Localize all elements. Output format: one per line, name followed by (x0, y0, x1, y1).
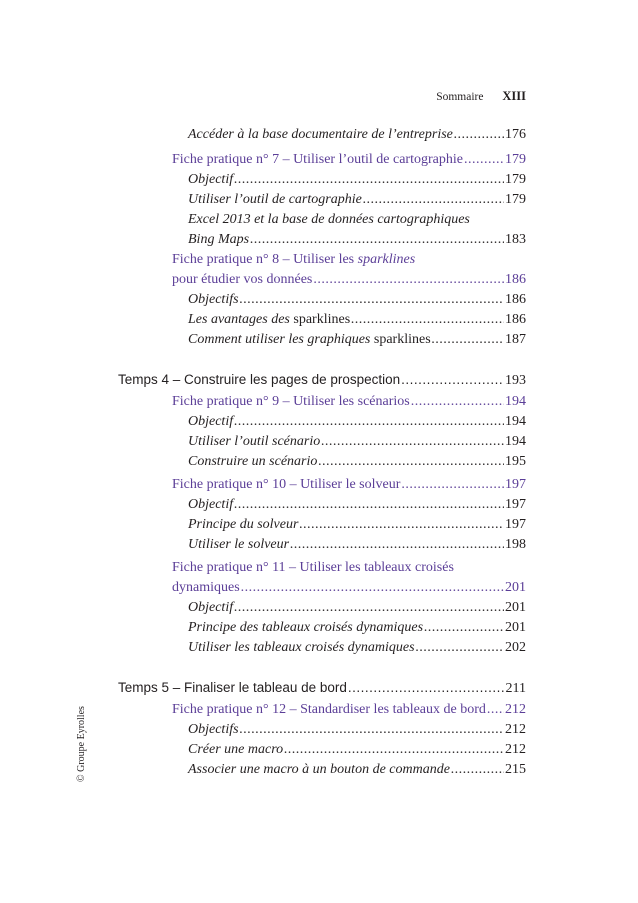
entry-title: Utiliser l’outil scénario (188, 434, 321, 449)
entry-text (172, 392, 410, 412)
toc-subentry (188, 170, 526, 190)
entry-text (188, 432, 320, 452)
entry-text (188, 720, 239, 740)
dot-leader (351, 310, 504, 330)
entry-text (188, 535, 289, 555)
entry-page-number: 201 (505, 620, 526, 635)
toc-subentry (188, 190, 526, 210)
dot-leader (240, 290, 504, 310)
entry-text (188, 310, 350, 330)
entry-page-number: 215 (505, 762, 526, 777)
dot-leader (424, 618, 504, 638)
entry-title: Bing Maps (188, 232, 250, 247)
entry-page-number: 183 (505, 232, 526, 247)
page-number: XIII (502, 89, 526, 103)
entry-title: Principe du solveur (188, 517, 299, 532)
entry-page-number: 197 (505, 517, 526, 532)
entry-title: Fiche pratique n° 7 – Utiliser l’outil de cartographie (172, 152, 463, 167)
entry-text (188, 740, 283, 760)
entry-page-number: 186 (505, 272, 526, 287)
entry-text (188, 330, 431, 350)
entry-title: Objectif (188, 600, 234, 615)
dot-leader (487, 700, 504, 720)
entry-page-number: 212 (505, 742, 526, 757)
toc-subentry (188, 230, 526, 250)
entry-page-number: 198 (505, 537, 526, 552)
entry-title: Objectif (188, 414, 234, 429)
section-title: Sommaire (436, 91, 484, 103)
toc-subentry (188, 290, 526, 310)
entry-title-upright: sparklines (289, 312, 351, 327)
entry-text (188, 598, 233, 618)
toc-subentry (188, 598, 526, 618)
entry-title: Utiliser l’outil de cartographie (188, 192, 362, 207)
entry-page-number: 211 (505, 681, 526, 696)
entry-title: pour étudier vos données (172, 272, 313, 287)
toc-fiche-entry (172, 150, 526, 170)
dot-leader (313, 270, 504, 290)
dot-leader (401, 475, 504, 495)
dot-leader (464, 150, 504, 170)
entry-page-number: 212 (505, 722, 526, 737)
entry-text (172, 700, 486, 720)
toc-subentry (188, 760, 526, 780)
toc-fiche-entry (172, 392, 526, 412)
toc-subentry (188, 330, 526, 350)
entry-text: Fiche pratique n° 11 – Utiliser les tableaux croisés (172, 560, 454, 575)
entry-text (188, 170, 233, 190)
toc-subentry (188, 310, 526, 330)
entry-text (188, 618, 423, 638)
toc-subentry (188, 638, 526, 658)
dot-leader (451, 760, 504, 780)
copyright-note: © Groupe Eyrolles (76, 706, 87, 782)
toc-part-entry (118, 678, 526, 699)
toc-part-entry (118, 370, 526, 391)
entry-text (188, 125, 453, 145)
entry-text (172, 150, 463, 170)
toc-subentry (188, 432, 526, 452)
entry-text (172, 475, 400, 495)
entry-page-number: 179 (505, 172, 526, 187)
entry-title: Principe des tableaux croisés dynamiques (188, 620, 424, 635)
entry-title: Utiliser le solveur (188, 537, 290, 552)
dot-leader (234, 598, 504, 618)
entry-title: dynamiques (172, 580, 240, 595)
entry-page-number: 194 (505, 414, 526, 429)
toc-subentry (188, 618, 526, 638)
running-head (0, 89, 526, 104)
dot-leader (234, 412, 504, 432)
dot-leader (432, 330, 504, 350)
entry-text (172, 270, 312, 290)
dot-leader (348, 678, 505, 698)
dot-leader (318, 452, 504, 472)
dot-leader (234, 495, 504, 515)
toc-entry-first-line (188, 210, 470, 230)
entry-text (188, 452, 317, 472)
entry-text (188, 290, 239, 310)
entry-title: Temps 4 – Construire les pages de prospection (118, 372, 401, 387)
dot-leader (234, 170, 504, 190)
entry-title: Accéder à la base documentaire de l’entreprise (188, 127, 453, 142)
entry-text (188, 495, 233, 515)
dot-leader (284, 740, 504, 760)
dot-leader (299, 515, 504, 535)
entry-title: Fiche pratique n° 10 – Utiliser le solveur (172, 477, 401, 492)
entry-emphasis: sparklines (357, 252, 416, 267)
dot-leader (241, 578, 504, 598)
entry-title: Objectif (188, 172, 234, 187)
entry-page-number: 179 (505, 152, 526, 167)
entry-page-number: 201 (505, 580, 526, 595)
entry-page-number: 194 (505, 434, 526, 449)
entry-title: Les avantages des (188, 312, 290, 327)
entry-title: Associer une macro à un bouton de commande (188, 762, 450, 777)
entry-title: Fiche pratique n° 12 – Standardiser les tableaux de bord (172, 702, 486, 717)
entry-text (188, 412, 233, 432)
toc-subentry (188, 412, 526, 432)
dot-leader (290, 535, 504, 555)
entry-title: Objectifs (188, 292, 239, 307)
entry-title: Construire un scénario (188, 454, 318, 469)
entry-page-number: 212 (505, 702, 526, 717)
toc-entry-first-line (172, 250, 415, 270)
dot-leader (250, 230, 504, 250)
entry-page-number: 187 (505, 332, 526, 347)
entry-text (188, 190, 362, 210)
toc-entry-first-line (172, 558, 454, 578)
entry-text (188, 760, 450, 780)
toc-fiche-entry (172, 475, 526, 495)
dot-leader (240, 720, 504, 740)
toc-subentry (188, 452, 526, 472)
toc-subentry (188, 720, 526, 740)
dot-leader (401, 370, 504, 390)
entry-text (188, 515, 298, 535)
entry-page-number: 201 (505, 600, 526, 615)
entry-text (118, 370, 400, 390)
toc-fiche-entry (172, 270, 526, 290)
toc-fiche-entry (172, 578, 526, 598)
entry-title: Créer une macro (188, 742, 284, 757)
entry-text (188, 230, 249, 250)
entry-page-number: 176 (505, 127, 526, 142)
entry-title: Utiliser les tableaux croisés dynamiques (188, 640, 415, 655)
entry-title: Fiche pratique n° 9 – Utiliser les scénarios (172, 394, 410, 409)
dot-leader (454, 125, 504, 145)
dot-leader (321, 432, 504, 452)
entry-page-number: 193 (505, 373, 526, 388)
entry-title-upright: sparklines (370, 332, 431, 347)
entry-text: Fiche pratique n° 8 – Utiliser les (172, 252, 358, 267)
dot-leader (416, 638, 504, 658)
entry-page-number: 194 (505, 394, 526, 409)
entry-page-number: 195 (505, 454, 526, 469)
dot-leader (363, 190, 504, 210)
entry-page-number: 186 (505, 312, 526, 327)
entry-title: Objectifs (188, 722, 239, 737)
entry-page-number: 186 (505, 292, 526, 307)
entry-page-number: 202 (505, 640, 526, 655)
entry-title: Temps 5 – Finaliser le tableau de bord (118, 680, 347, 695)
entry-title: Objectif (188, 497, 234, 512)
toc-fiche-entry (172, 700, 526, 720)
entry-title: Comment utiliser les graphiques (188, 332, 371, 347)
entry-page-number: 179 (505, 192, 526, 207)
entry-text (172, 578, 240, 598)
entry-text (188, 638, 415, 658)
entry-text (118, 678, 347, 698)
toc-subentry (188, 740, 526, 760)
toc-subentry (188, 515, 526, 535)
entry-page-number: 197 (505, 477, 526, 492)
toc-subentry (188, 495, 526, 515)
entry-text: Excel 2013 et la base de données cartographiques (188, 212, 470, 227)
dot-leader (411, 392, 504, 412)
entry-page-number: 197 (505, 497, 526, 512)
toc-subentry (188, 125, 526, 145)
toc-subentry (188, 535, 526, 555)
